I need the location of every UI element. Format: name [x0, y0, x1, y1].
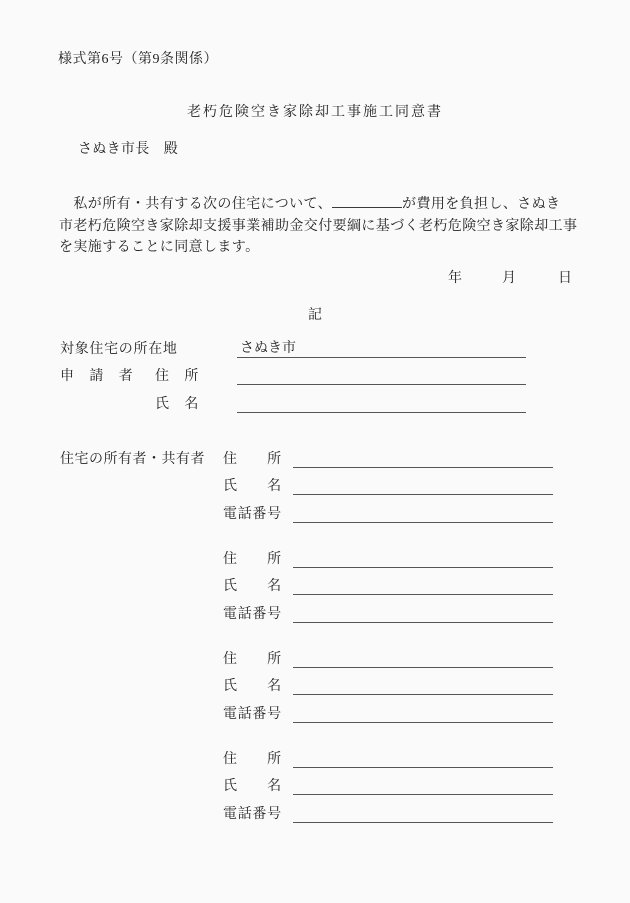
owner-1-address-field	[293, 467, 553, 468]
owner-1-name-label: 氏 名	[223, 479, 282, 494]
owner-3-name-field	[293, 694, 553, 695]
subject-location-value: さぬき市	[240, 340, 296, 356]
owner-section	[60, 440, 553, 840]
owner-3-address-label: 住 所	[223, 651, 282, 667]
owner-2-phone-field	[293, 622, 553, 623]
date-month-label: 月	[502, 271, 516, 286]
owner-2-address-field	[293, 567, 553, 568]
owner-3-phone-field	[293, 722, 553, 723]
subject-location-row	[60, 330, 526, 358]
owner-1-name-field	[293, 494, 553, 495]
form-number: 様式第6号（第9条関係）	[58, 52, 218, 67]
owner-block-1	[60, 440, 553, 523]
date-year-label: 年	[448, 271, 462, 286]
applicant-name-label: 氏 名	[155, 396, 200, 412]
applicant-label: 申 請 者	[60, 369, 134, 384]
applicant-name-row	[60, 385, 526, 413]
owner-4-phone-field	[293, 822, 553, 823]
applicant-address-row	[60, 358, 526, 386]
owner-3-phone-row	[60, 695, 553, 723]
owner-3-phone-label: 電話番号	[223, 706, 282, 722]
date-day-label: 日	[558, 271, 572, 286]
owner-section-label: 住宅の所有者・共有者	[60, 451, 205, 467]
paragraph-line-1	[59, 194, 577, 216]
owner-4-name-row	[60, 768, 553, 796]
payer-blank-field	[332, 195, 402, 208]
paragraph-line-3: を実施することに同意します。	[59, 240, 260, 256]
owner-1-phone-row	[60, 495, 553, 523]
owner-3-name-label: 氏 名	[223, 679, 282, 694]
paragraph-line-1-after: が費用を負担し、さぬき	[402, 197, 561, 212]
owner-1-name-row	[60, 468, 553, 496]
list-heading: 記	[308, 308, 322, 323]
addressee: さぬき市長 殿	[78, 142, 179, 157]
owner-section-label-cell	[60, 448, 223, 468]
owner-4-name-field	[293, 794, 553, 795]
owner-block-2	[60, 540, 553, 623]
owner-1-phone-field	[293, 522, 553, 523]
owner-3-address-row	[60, 640, 553, 668]
owner-4-phone-row	[60, 795, 553, 823]
paragraph-line-1-before: 私が所有・共有する次の住宅について、	[59, 197, 333, 212]
subject-location-field	[237, 337, 526, 358]
owner-block-3	[60, 640, 553, 723]
owner-4-address-row	[60, 740, 553, 768]
owner-2-name-row	[60, 568, 553, 596]
owner-4-address-label: 住 所	[223, 751, 282, 767]
owner-1-address-label: 住 所	[223, 451, 282, 467]
owner-2-name-field	[293, 594, 553, 595]
owner-4-phone-label: 電話番号	[223, 806, 282, 822]
owner-2-address-label: 住 所	[223, 551, 282, 567]
owner-4-address-field	[293, 767, 553, 768]
date-year-blank	[462, 267, 502, 287]
applicant-name-field	[237, 412, 526, 413]
owner-2-phone-label: 電話番号	[223, 606, 282, 622]
owner-1-phone-label: 電話番号	[223, 506, 282, 522]
owner-4-name-label: 氏 名	[223, 779, 282, 794]
consent-paragraph	[59, 194, 577, 259]
applicant-address-field	[237, 384, 526, 385]
owner-block-4	[60, 740, 553, 823]
applicant-address-label: 住 所	[155, 369, 200, 384]
owner-2-phone-row	[60, 595, 553, 623]
subject-location-label: 対象住宅の所在地	[60, 341, 178, 357]
owner-2-name-label: 氏 名	[223, 579, 282, 594]
owner-2-address-row	[60, 540, 553, 568]
owner-3-name-row	[60, 668, 553, 696]
owner-3-address-field	[293, 667, 553, 668]
paragraph-line-2: 市老朽危険空き家除却支援事業補助金交付要綱に基づく老朽危険空き家除却工事	[59, 218, 578, 234]
owner-1-address-row	[60, 440, 553, 468]
date-month-blank	[516, 267, 558, 287]
document-title: 老朽危険空き家除却工事施工同意書	[187, 105, 443, 120]
subject-section	[60, 330, 526, 413]
date-line	[448, 267, 572, 287]
